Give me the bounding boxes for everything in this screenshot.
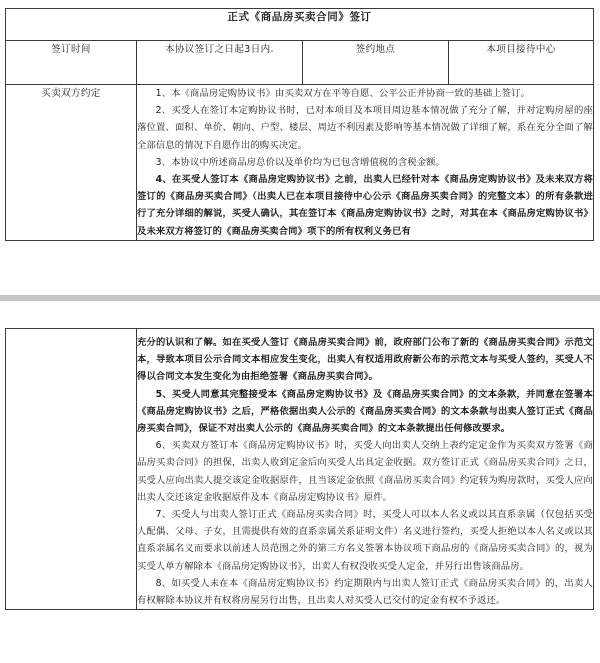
label-signing-time: 签订时间	[6, 41, 137, 85]
contract-table-page-2	[5, 328, 594, 610]
table-row-agreement	[6, 85, 594, 241]
table-row-header	[6, 41, 594, 85]
contract-table-page-1	[5, 8, 594, 241]
table-row-title	[6, 9, 594, 41]
agreement-clauses-page-2	[137, 329, 594, 610]
value-signing-time: 本协议签订之日起3日内.	[137, 41, 303, 85]
clause-3: 3、本协议中所述商品房总价以及单价均为已包含增值税的含税金额。	[155, 156, 446, 168]
clause-2: 2、买受人在签订本定购协议书时，已对本项目及本项目周边基本情况做了充分了解，并对定购房屋的座落位置、面积、单价、朝向、户型、楼层、周边不利因素及影响等基本情况做了详细了解，系在充分全面了解全部信息的情况下自愿作出的购买决定。	[137, 105, 593, 151]
document-page-1	[0, 0, 600, 296]
agreement-clauses-page-1	[137, 85, 594, 241]
document-title: 正式《商品房买卖合同》签订	[6, 9, 594, 41]
table-row-agreement-continued	[6, 329, 594, 610]
clause-8: 8、如买受人未在本《商品房定购协议书》约定期限内与出卖人签订正式《商品房买卖合同》的，出卖人有权解除本协议并有权将房屋另行出售，且出卖人对买受人已交付的定金有权不予返还。	[137, 577, 593, 607]
clause-4: 4、在买受人签订本《商品房定购协议书》之前，出卖人已经针对本《商品房定购协议书》及未来双方将签订的《商品房买卖合同》（出卖人已在本项目接待中心公示《商品房买卖合同》的完整文本）的所有条款进行了充分详细的解说，买受人确认，其在签订本《商品房定购协议书》之时，对其在本《商品房定购协议书》及未来双方将签订的《商品房买卖合同》项下的所有权利义务已有	[137, 174, 593, 237]
clause-6: 6、买卖双方签订本《商品房定购协议书》时，买受人向出卖人交纳上表约定定金作为买卖双方签署《商品房买卖合同》的担保，出卖人收到定金后向买受人出具定金收据。双方签订正式《商品房买卖合同》之日，买受人应向出卖人提交该定金收据原件，且当该定金依照《商品房买卖合同》约定转为购房款时，买受人应向出卖人交还该定金收据原件及本《商品房定购协议书》原件。	[137, 440, 593, 503]
document-page-2	[0, 301, 600, 663]
clause-4-continued: 充分的认识和了解。如在买受人签订《商品房买卖合同》前，政府部门公布了新的《商品房买卖合同》示范文本，导致本项目公示合同文本相应发生变化，出卖人有权适用政府新公布的示范文本与买受人签约，买受人不得以合同文本发生变化为由拒绝签署《商品房买卖合同》。	[137, 337, 593, 383]
label-signing-place: 签约地点	[303, 41, 449, 85]
label-mutual-agreement: 买卖双方约定	[6, 85, 137, 241]
label-mutual-agreement-continued	[6, 329, 137, 610]
value-signing-place: 本项目接待中心	[449, 41, 594, 85]
clause-5: 5、买受人同意其完整接受本《商品房定购协议书》及《商品房买卖合同》的文本条款，并同意在签署本《商品房定购协议书》之后，严格依据出卖人公示的《商品房买卖合同》的文本条款与出卖人签订正式《商品房买卖合同》，保证不对出卖人公示的《商品房买卖合同》的文本条款提出任何修改要求。	[137, 388, 593, 435]
clause-7: 7、买受人与出卖人签订正式《商品房买卖合同》时，买受人可以本人名义或以其直系亲属（仅包括买受人配偶、父母、子女，且需提供有效的直系亲属关系证明文件）名义进行签约，买受人拒绝以本人名义或以其直系亲属名义而要求以前述人员范围之外的第三方名义签署本协议项下商品房的《商品房买卖合同》的，视为买受人单方解除本《商品房定购协议书》，出卖人有权没收买受人定金，并另行出售该商品房。	[137, 509, 593, 572]
clause-1: 1、本《商品房定购协议书》由买卖双方在平等自愿、公平公正并协商一致的基础上签订。	[155, 88, 531, 99]
